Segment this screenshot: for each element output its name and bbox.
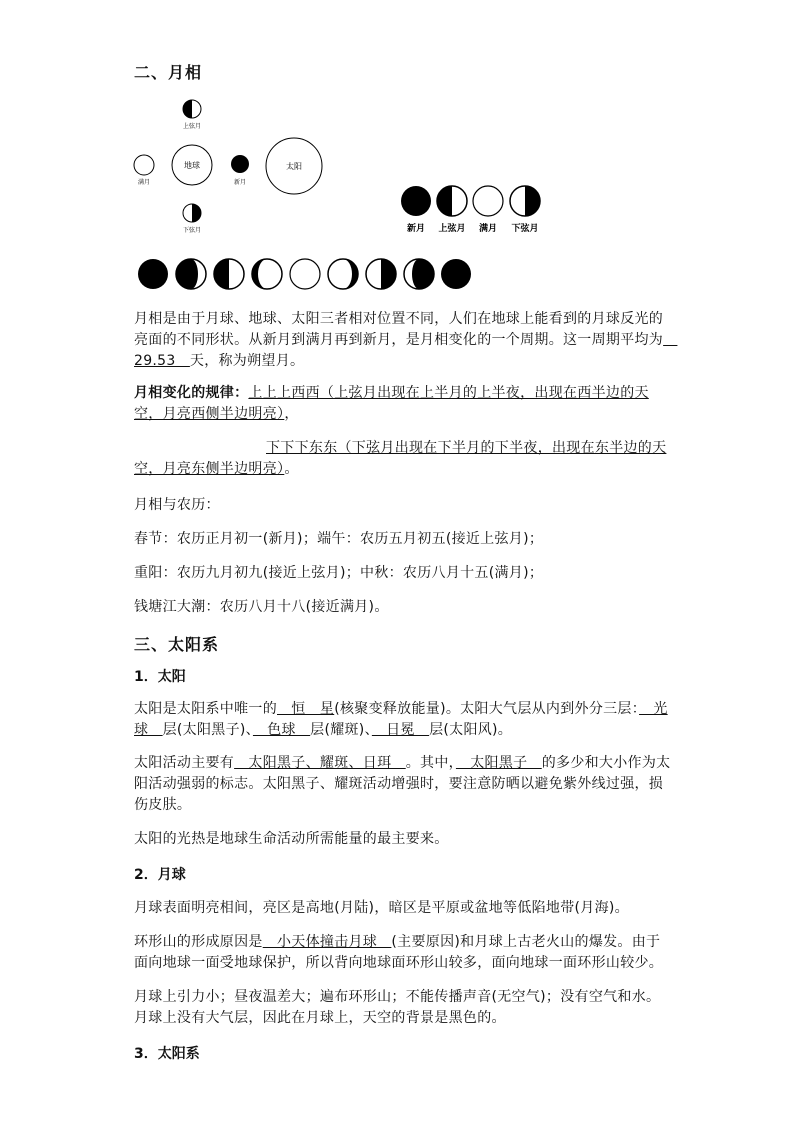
blank: 太阳黑子: [455, 755, 542, 771]
text: 环形山的形成原因是: [134, 934, 263, 950]
blank: 太阳黑子、耀斑、日珥: [234, 755, 406, 771]
text: 。其中，: [405, 755, 456, 771]
text: 的多少和大小作为太阳活动强弱的标志。太阳黑子、耀斑活动增强时，要注意防晒以避免紫外线过强，损伤皮肤。: [134, 755, 671, 813]
first-quarter-moon-icon: [214, 259, 244, 289]
calendar-line: 春节：农历正月初一(新月)；端午：农历五月初五(接近上弦月)；: [134, 531, 544, 547]
text: 太阳是太阳系中唯一的: [134, 701, 277, 717]
section-title-solar-system: 三、太阳系: [134, 635, 220, 654]
new-moon-icon: [231, 155, 249, 173]
moon-phase-rule-1: [134, 383, 674, 425]
text: 层(太阳黑子)、: [162, 722, 253, 738]
text: 层(耀斑)、: [310, 722, 372, 738]
last-quarter-moon-icon: [183, 204, 201, 222]
label-last-quarter: 下弦月: [182, 227, 202, 234]
rule-last-quarter: 下下下东东（下弦月出现在下半月的下半夜，出现在东半边的天空，月亮东侧半边明亮）: [134, 440, 667, 477]
text: (核聚变释放能量)。太阳大气层从内到外分三层：: [334, 701, 640, 717]
text: (主要原因)和月球上古老火山的爆发。由于面向地球一面受地球保护，所以背向地球面环形山较多，面向地球一面环形山较少。: [134, 934, 664, 971]
new-moon-icon: [138, 259, 168, 289]
text: 太阳活动主要有: [134, 755, 235, 771]
label-new-moon: 新月: [406, 224, 426, 234]
new-moon-icon: [441, 259, 471, 289]
moon-phase-definition: [134, 309, 678, 372]
moon-phase-rule-2: [134, 438, 674, 480]
full-moon-icon: [134, 155, 154, 175]
sun-paragraph-1: [134, 699, 674, 741]
blank: 小天体撞击月球: [262, 934, 392, 950]
calendar-line: 钱塘江大潮：农历八月十八(接近满月)。: [134, 599, 389, 615]
label-last-quarter: 下弦月: [511, 224, 539, 234]
text: 层(太阳风)。: [429, 722, 513, 738]
sun-paragraph-3: 太阳的光热是地球生命活动所需能量的最主要来。: [134, 831, 449, 847]
four-phases-diagram: [398, 184, 548, 240]
label-first-quarter: 上弦月: [438, 224, 466, 234]
waxing-crescent-icon: [176, 259, 206, 289]
moon-paragraph-3: 月球上引力小；昼夜温差大；遍布环形山；不能传播声音(无空气)；没有空气和水。月球上没有大气层，因此在月球上，天空的背景是黑色的。: [134, 989, 661, 1026]
label-full-moon: 满月: [137, 179, 151, 186]
subsection-title-moon: 2．月球: [134, 867, 186, 883]
blank: 光球: [134, 701, 668, 738]
label-new-moon: 新月: [233, 179, 247, 186]
blank: 恒 星: [277, 701, 335, 717]
section-title-moon-phases: 二、月相: [134, 63, 203, 82]
label-full-moon: 满月: [478, 224, 498, 234]
calendar-line: 重阳：农历九月初九(接近上弦月)；中秋：农历八月十五(满月)；: [134, 565, 544, 581]
subsection-title-sun: 1．太阳: [134, 669, 186, 685]
first-quarter-moon-icon: [183, 100, 201, 118]
definition-tail: 天，称为朔望月。: [189, 353, 305, 369]
rule-first-quarter: 上上上西西（上弦月出现在上半月的上半夜，出现在西半边的天空，月亮西侧半边明亮）: [134, 385, 649, 422]
last-quarter-moon-icon: [510, 186, 540, 216]
full-moon-icon: [290, 259, 320, 289]
waning-crescent-icon: [404, 259, 434, 289]
full-moon-icon: [473, 186, 503, 216]
blank-period: 29.53: [134, 332, 678, 369]
label-first-quarter: 上弦月: [182, 123, 202, 130]
calendar-title: 月相与农历：: [134, 497, 220, 513]
new-moon-icon: [401, 186, 431, 216]
rule-sep: 。: [284, 461, 299, 477]
sun-paragraph-2: [134, 753, 674, 816]
blank: 色球: [252, 722, 311, 738]
moon-paragraph-2: [134, 932, 674, 974]
first-quarter-moon-icon: [437, 186, 467, 216]
subsection-title-solar-system: 3．太阳系: [134, 1046, 200, 1062]
definition-text: 月相是由于月球、地球、太阳三者相对位置不同，人们在地球上能看到的月球反光的亮面的不同形状。从新月到满月再到新月，是月相变化的一个周期。这一周期平均为: [134, 311, 664, 348]
label-sun: 太阳: [286, 162, 302, 171]
waning-gibbous-icon: [328, 259, 358, 289]
rule-sep: ，: [284, 406, 299, 422]
phase-cycle-diagram: [136, 256, 476, 292]
waxing-gibbous-icon: [252, 259, 282, 289]
blank: 日冕: [371, 722, 430, 738]
label-earth: 地球: [184, 161, 200, 170]
moon-orbit-diagram: [128, 96, 348, 234]
last-quarter-moon-icon: [366, 259, 396, 289]
moon-paragraph-1: 月球表面明亮相间，亮区是高地(月陆)，暗区是平原或盆地等低陷地带(月海)。: [134, 900, 629, 916]
rule-label: 月相变化的规律：: [134, 385, 249, 401]
